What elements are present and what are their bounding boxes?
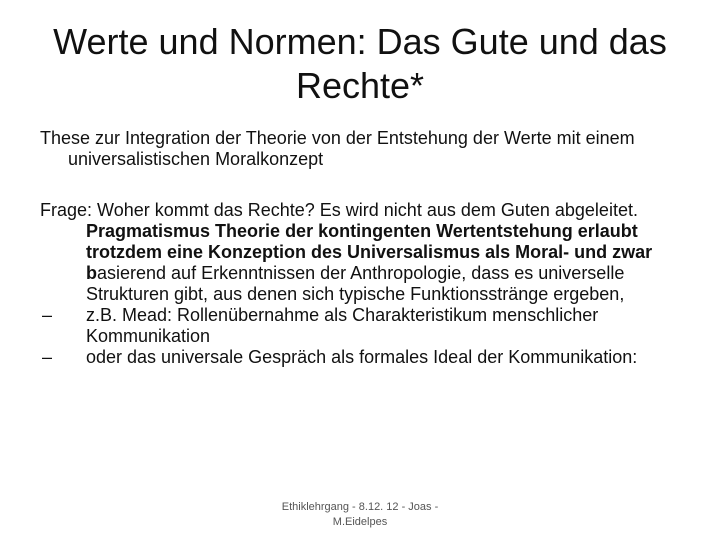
slide-title bbox=[20, 20, 700, 108]
footer-line1: Ethiklehrgang - 8.12. 12 - Joas - bbox=[281, 501, 439, 513]
pragmatism-bold-text: Pragmatismus Theorie der kontingenten Wertentstehung erlaubt trotzdem eine Konzeption des Universalismus als Moral- und zwar b bbox=[86, 221, 653, 283]
dash-bullet-icon: – bbox=[42, 305, 53, 325]
slide-body bbox=[40, 128, 680, 368]
paragraph-spacer bbox=[40, 170, 680, 200]
footer-line2: M.Eidelpes bbox=[332, 516, 388, 528]
thesis-paragraph: These zur Integration der Theorie von der Entstehung der Werte mit einem universalistischen Moralkonzept bbox=[40, 128, 635, 169]
pragmatism-normal-text: asierend auf Erkenntnissen der Anthropologie, dass es universelle Strukturen gibt, aus denen sich typische Funktionsstränge ergeben, bbox=[86, 263, 625, 304]
pragmatism-block bbox=[86, 221, 680, 305]
bullet-gesprach-text: oder das universale Gespräch als formales Ideal der Kommunikation: bbox=[86, 347, 638, 367]
bullet-item-gesprach bbox=[40, 347, 680, 368]
slide-title-line2: Rechte* bbox=[295, 65, 425, 106]
slide-title-line1: Werte und Normen: Das Gute und das bbox=[53, 21, 667, 62]
slide-footer bbox=[230, 500, 490, 530]
question-paragraph: Frage: Woher kommt das Rechte? Es wird nicht aus dem Guten abgeleitet. bbox=[40, 200, 638, 220]
bullet-mead-text: z.B. Mead: Rollenübernahme als Charakteristikum menschlicher Kommunikation bbox=[86, 305, 599, 346]
dash-bullet-icon: – bbox=[42, 347, 53, 367]
bullet-item-mead bbox=[40, 305, 680, 347]
